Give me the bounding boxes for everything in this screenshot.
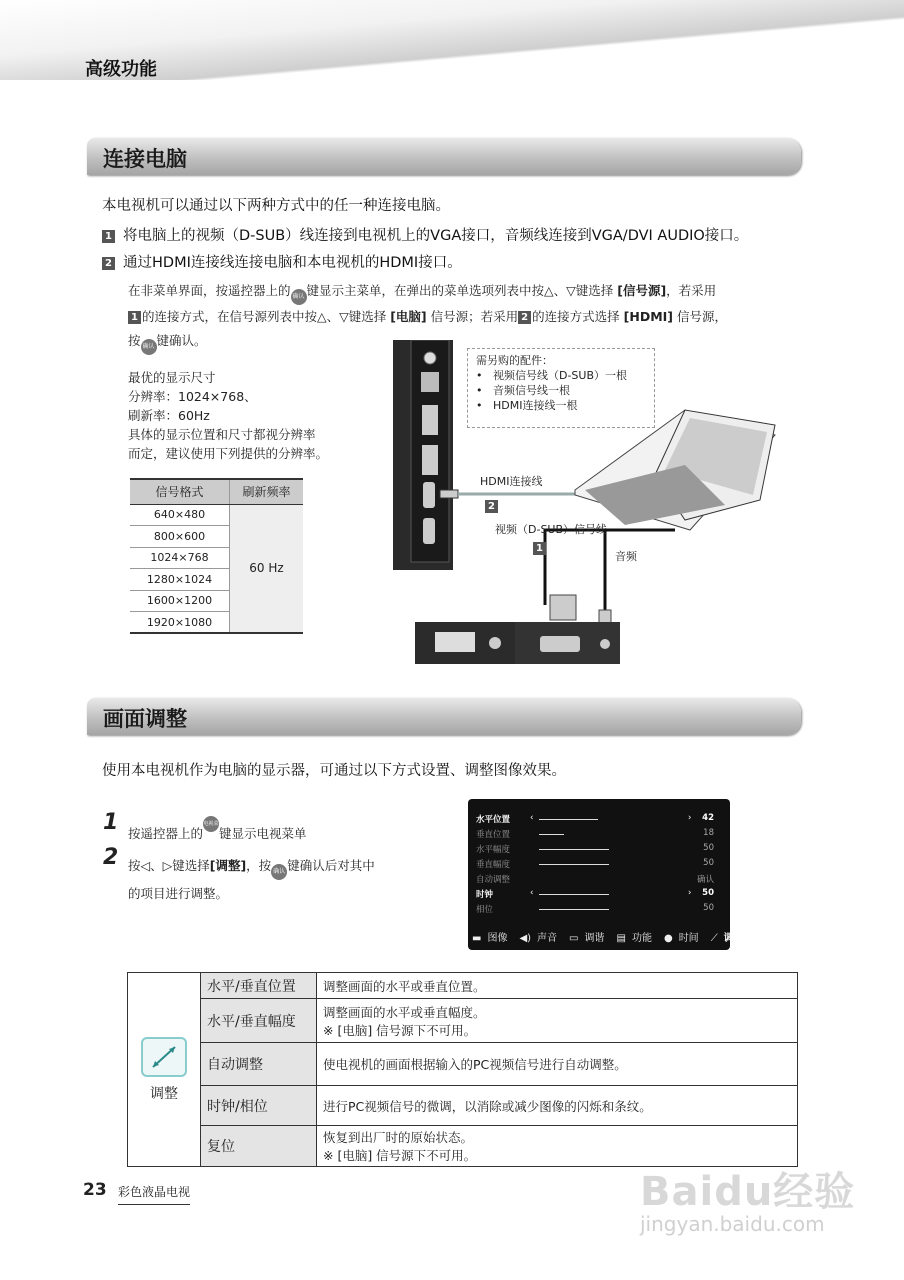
step-number: 1: [103, 810, 119, 835]
tab-icon: ●: [663, 933, 673, 944]
menu-value: 42: [702, 813, 714, 823]
method-1: [102, 224, 748, 245]
accessories-box: 需另购的配件： • 视频信号线（D-SUB）一根 • 音频信号线一根 • HDMI连接线一根: [467, 348, 655, 428]
menu-row[interactable]: [476, 888, 722, 902]
level-bar: [539, 864, 609, 865]
menu-row[interactable]: [476, 903, 722, 917]
level-bar: [539, 849, 609, 850]
menu-button-icon: 电视菜单: [203, 816, 219, 832]
menu-tab[interactable]: ▤ 功能: [616, 933, 652, 944]
num-badge-2: 2: [485, 500, 498, 513]
optimal-info: 最优的显示尺寸 分辨率：1024×768、 刷新率：60Hz 具体的显示位置和尺寸都视分辨率 而定，建议使用下列提供的分辨率。: [128, 370, 329, 461]
right-arrow-icon[interactable]: ›: [688, 888, 692, 898]
menu-value: 50: [703, 903, 714, 913]
left-arrow-icon[interactable]: ‹: [530, 888, 534, 898]
ok-button-icon: 确认: [271, 864, 287, 880]
intro: 本电视机可以通过以下两种方式中的任一种连接电脑。: [102, 198, 450, 214]
menu-row[interactable]: [476, 843, 722, 857]
category-cell: 调整: [128, 973, 201, 1167]
menu-value: 50: [703, 843, 714, 853]
menu-row[interactable]: [476, 858, 722, 872]
page-number: 23: [83, 1180, 107, 1200]
num-badge: 2: [102, 257, 115, 270]
tab-icon: ▭: [569, 933, 579, 944]
menu-row[interactable]: [476, 813, 722, 827]
menu-tab[interactable]: ▬ 图像: [472, 933, 508, 944]
menu-label: 垂直位置: [476, 830, 511, 840]
hdmi-label: HDMI连接线: [480, 475, 543, 488]
section-bar: [87, 698, 801, 735]
num-badge: 1: [102, 230, 115, 243]
num-badge-1: 1: [533, 542, 546, 555]
method-text: 通过HDMI连接线连接电脑和本电视机的HDMI接口。: [123, 255, 462, 271]
instructions: 在非菜单界面，按遥控器上的 确认 键显示主菜单，在弹出的菜单选项列表中按△、▽键选择 [信号源]，若采用 1 的连接方式，在信号源列表中按△、▽键选择 [电脑] 信号源；若采用 2 的连接方式选择 [HDMI] 信号源， 按 确认 键确认。: [128, 279, 808, 355]
left-arrow-icon[interactable]: ‹: [530, 813, 534, 823]
right-arrow-icon[interactable]: ›: [688, 813, 692, 823]
level-bar: [539, 894, 609, 895]
tab-icon: ▤: [616, 933, 626, 944]
menu-tab[interactable]: ◀) 声音: [519, 933, 558, 944]
chapter-title: 高级功能: [85, 59, 157, 80]
menu-row[interactable]: [476, 828, 722, 842]
method-2: [102, 251, 462, 272]
step-number: 2: [103, 845, 119, 870]
menu-tab[interactable]: ⟋ 调整: [710, 933, 744, 944]
level-bar: [539, 819, 598, 820]
connection-diagram: [385, 340, 785, 670]
ok-button-icon: 确认: [141, 339, 157, 355]
level-bar: [539, 909, 609, 910]
menu-tabs: [472, 929, 756, 944]
menu-label: 相位: [476, 905, 494, 915]
menu-tab[interactable]: ▭ 调谐: [569, 933, 605, 944]
resolution-table: 信号格式 刷新频率 640×480 60 Hz 800×600 1024×768 1280×1024 1600×1200 1920×1080: [130, 478, 303, 634]
watermark-url: jingyan.baidu.com: [640, 1212, 825, 1236]
menu-label: 时钟: [476, 890, 494, 900]
ok-button-icon: 确认: [291, 289, 307, 305]
section-title: 连接电脑: [103, 147, 187, 171]
adjust-table: 调整 水平/垂直位置 调整画面的水平或垂直位置。 水平/垂直幅度 调整画面的水平或垂直幅度。 ※ [电脑] 信号源下不可用。 自动调整 使电视机的画面根据输入的PC视频信号进行自动调整。 时钟/相位 进行PC视频信号的微调，以消除或减少图像的闪烁和条纹。 复位 恢复到出厂时的原始状态。 ※ [电脑] 信号源下不可用。: [127, 972, 798, 1167]
menu-label: 水平位置: [476, 815, 511, 825]
tab-icon: ⟋: [710, 933, 718, 944]
level-bar: [539, 834, 564, 835]
menu-value: 50: [702, 888, 714, 898]
menu-row[interactable]: [476, 873, 722, 887]
dsub-label: 视频（D-SUB）信号线: [495, 523, 608, 536]
menu-label: 自动调整: [476, 875, 511, 885]
method-text: 将电脑上的视频（D-SUB）线连接到电视机上的VGA接口，音频线连接到VGA/DVI AUDIO接口。: [123, 228, 749, 244]
watermark-logo: Baidu经验: [640, 1169, 856, 1215]
menu-tab[interactable]: ● 时间: [663, 933, 699, 944]
step-1: 按遥控器上的电视菜单 键显示电视菜单: [128, 816, 307, 842]
audio-label: 音频: [615, 550, 637, 563]
menu-value: 18: [703, 828, 714, 838]
menu-label: 垂直幅度: [476, 860, 511, 870]
footer-title: 彩色液晶电视: [118, 1183, 190, 1205]
adjust-icon: [141, 1037, 187, 1077]
menu-label: 水平幅度: [476, 845, 511, 855]
intro: 使用本电视机作为电脑的显示器，可通过以下方式设置、调整图像效果。: [102, 763, 566, 779]
tab-icon: ▬: [472, 933, 482, 944]
section-bar: [87, 138, 801, 175]
menu-value: 50: [703, 858, 714, 868]
tab-icon: ◀): [519, 933, 532, 944]
step-2: 按◁、▷键选择[调整]，按 确认 键确认后对其中 的项目进行调整。: [128, 858, 375, 901]
tv-menu-screen: [468, 799, 744, 950]
menu-value: 确认: [696, 875, 714, 885]
section-title: 画面调整: [103, 707, 187, 731]
